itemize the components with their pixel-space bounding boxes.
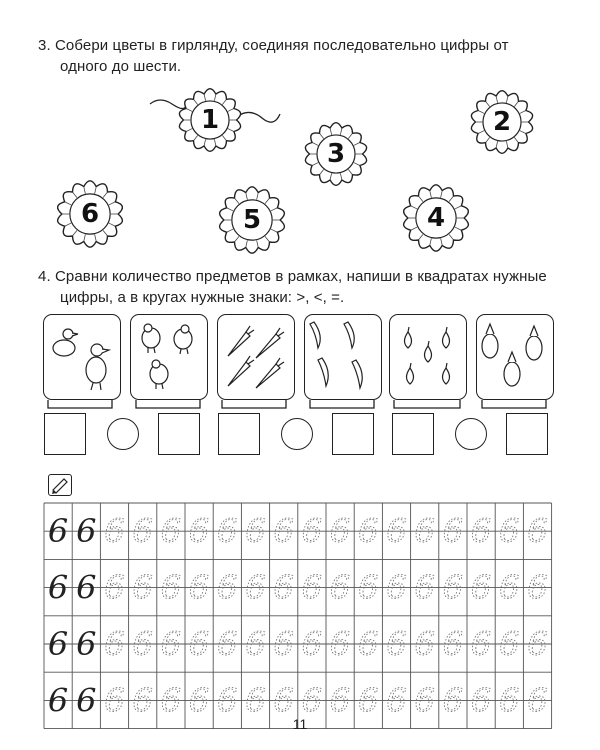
flower-number-2: 2 bbox=[492, 107, 512, 137]
trace-digit[interactable]: 6 bbox=[442, 568, 464, 607]
sample-digit: 6 bbox=[47, 625, 69, 663]
trace-digit[interactable]: 6 bbox=[160, 625, 182, 663]
trace-digit[interactable]: 6 bbox=[301, 568, 323, 607]
trace-digit[interactable]: 6 bbox=[245, 512, 266, 551]
trace-digit[interactable]: 6 bbox=[273, 681, 294, 720]
trace-digit[interactable]: 6 bbox=[527, 512, 548, 551]
trace-digit[interactable]: 6 bbox=[301, 512, 323, 551]
trace-digit[interactable]: 6 bbox=[499, 681, 520, 720]
trace-digit[interactable]: 6 bbox=[414, 625, 435, 663]
trace-digit[interactable]: 6 bbox=[245, 681, 266, 720]
trace-digit[interactable]: 6 bbox=[499, 568, 520, 607]
trace-digit[interactable]: 6 bbox=[386, 625, 407, 663]
trace-digit[interactable]: 6 bbox=[217, 625, 238, 663]
trace-digit[interactable]: 6 bbox=[132, 512, 153, 551]
trace-digit[interactable]: 6 bbox=[273, 625, 294, 663]
trace-digit[interactable]: 6 bbox=[499, 512, 520, 551]
trace-digit[interactable]: 6 bbox=[442, 512, 464, 551]
sample-digit: 6 bbox=[47, 681, 69, 720]
flower-number-6: 6 bbox=[80, 199, 100, 229]
task-4-line-1: 4. Сравни количество предметов в рамках, напиши в квадратах нужные bbox=[38, 268, 547, 285]
trace-digit[interactable]: 6 bbox=[442, 681, 464, 720]
trace-digit[interactable]: 6 bbox=[160, 681, 182, 720]
flower-number-1: 1 bbox=[200, 105, 220, 135]
trace-digit[interactable]: 6 bbox=[104, 568, 125, 607]
trace-digit[interactable]: 6 bbox=[470, 512, 492, 551]
sample-digit: 6 bbox=[76, 512, 97, 551]
trace-digit[interactable]: 6 bbox=[132, 568, 153, 607]
trace-digit[interactable]: 6 bbox=[160, 512, 182, 551]
trace-digit[interactable]: 6 bbox=[386, 568, 407, 607]
trace-digit[interactable]: 6 bbox=[132, 681, 153, 720]
trace-digit[interactable]: 6 bbox=[329, 512, 351, 551]
trace-digit[interactable]: 6 bbox=[329, 625, 351, 663]
trace-digit[interactable]: 6 bbox=[217, 681, 238, 720]
trace-digit[interactable]: 6 bbox=[358, 681, 379, 720]
trace-digit[interactable]: 6 bbox=[245, 568, 266, 607]
trace-digit[interactable]: 6 bbox=[245, 625, 266, 663]
flower-number-3: 3 bbox=[326, 139, 346, 169]
sample-digit: 6 bbox=[76, 681, 97, 720]
flower-number-5: 5 bbox=[242, 205, 262, 235]
trace-digit[interactable]: 6 bbox=[527, 681, 548, 720]
trace-digit[interactable]: 6 bbox=[527, 625, 548, 663]
trace-digit[interactable]: 6 bbox=[188, 681, 210, 720]
trace-digit[interactable]: 6 bbox=[188, 625, 210, 663]
trace-digit[interactable]: 6 bbox=[188, 568, 210, 607]
trace-digit[interactable]: 6 bbox=[414, 681, 435, 720]
flower-number-4: 4 bbox=[426, 203, 446, 233]
trace-digit[interactable]: 6 bbox=[104, 512, 125, 551]
trace-digit[interactable]: 6 bbox=[414, 512, 435, 551]
trace-digit[interactable]: 6 bbox=[301, 681, 323, 720]
trace-digit[interactable]: 6 bbox=[386, 681, 407, 720]
trace-digit[interactable]: 6 bbox=[104, 681, 125, 720]
page-number: 11 bbox=[292, 716, 308, 732]
trace-digit[interactable]: 6 bbox=[358, 568, 379, 607]
trace-digit[interactable]: 6 bbox=[273, 568, 294, 607]
task-3-line-1: 3. Собери цветы в гирлянду, соединяя последовательно цифры от bbox=[38, 37, 509, 54]
trace-digit[interactable]: 6 bbox=[188, 512, 210, 551]
trace-digit[interactable]: 6 bbox=[499, 625, 520, 663]
sample-digit: 6 bbox=[47, 568, 69, 607]
trace-digit[interactable]: 6 bbox=[442, 625, 464, 663]
trace-digit[interactable]: 6 bbox=[414, 568, 435, 607]
sample-digit: 6 bbox=[76, 568, 97, 607]
trace-digit[interactable]: 6 bbox=[329, 681, 351, 720]
trace-digit[interactable]: 6 bbox=[470, 681, 492, 720]
sample-digit: 6 bbox=[76, 625, 97, 663]
trace-digit[interactable]: 6 bbox=[104, 625, 125, 663]
trace-digit[interactable]: 6 bbox=[160, 568, 182, 607]
task-3-line-2: одного до шести. bbox=[60, 58, 182, 75]
sample-digit: 6 bbox=[47, 512, 69, 551]
task-4-line-2: цифры, а в кругах нужные знаки: >, <, =. bbox=[60, 289, 345, 306]
trace-digit[interactable]: 6 bbox=[470, 625, 492, 663]
trace-digit[interactable]: 6 bbox=[386, 512, 407, 551]
trace-digit[interactable]: 6 bbox=[527, 568, 548, 607]
trace-digit[interactable]: 6 bbox=[470, 568, 492, 607]
trace-digit[interactable]: 6 bbox=[329, 568, 351, 607]
trace-digit[interactable]: 6 bbox=[273, 512, 294, 551]
trace-digit[interactable]: 6 bbox=[358, 512, 379, 551]
trace-digit[interactable]: 6 bbox=[217, 512, 238, 551]
trace-digit[interactable]: 6 bbox=[132, 625, 153, 663]
trace-digit[interactable]: 6 bbox=[217, 568, 238, 607]
trace-digit[interactable]: 6 bbox=[358, 625, 379, 663]
trace-digit[interactable]: 6 bbox=[301, 625, 323, 663]
